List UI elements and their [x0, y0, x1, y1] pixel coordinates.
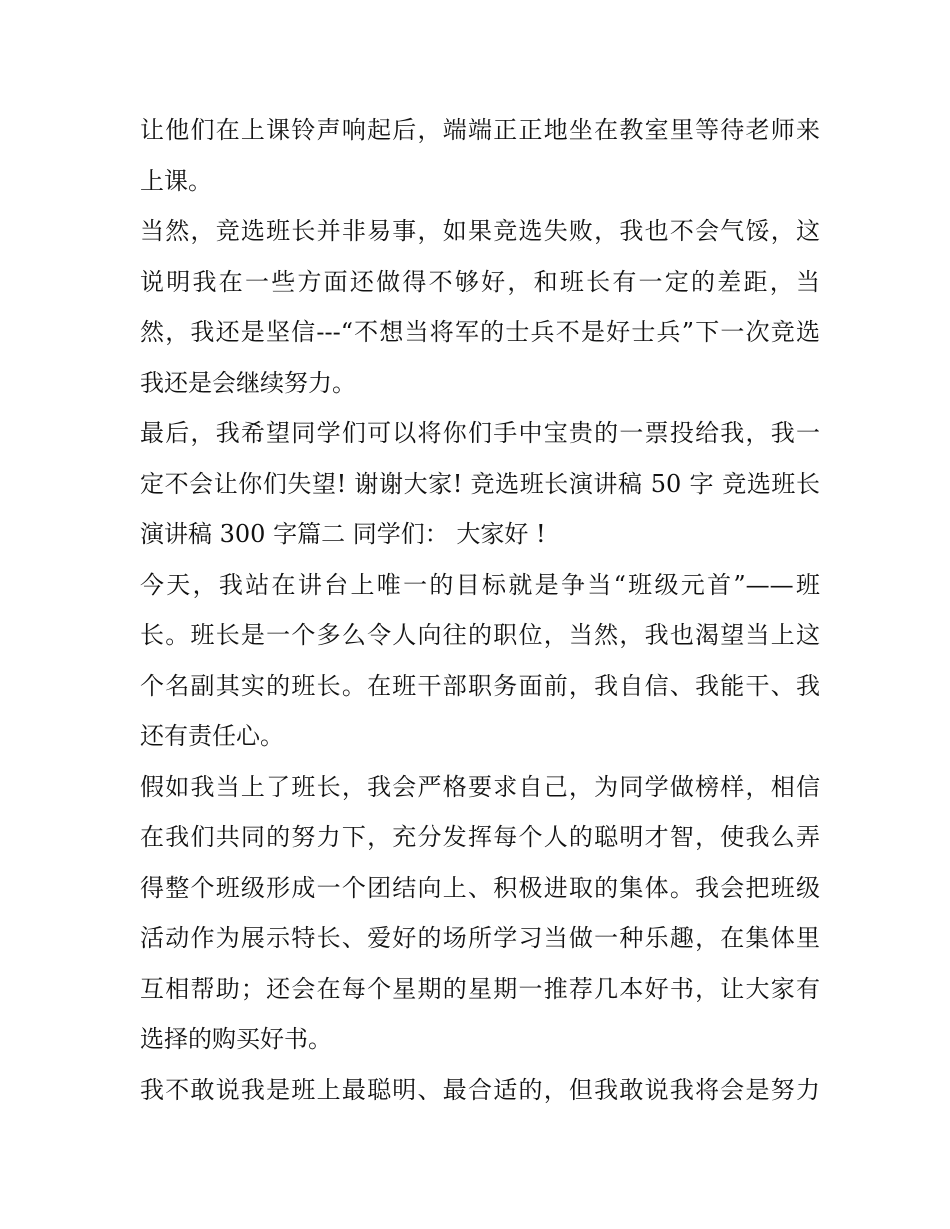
text-line: 我还是会继续努力。: [140, 368, 356, 397]
text-line: 个名副其实的班长。在班干部职务面前，我自信、我能干、我: [140, 671, 820, 700]
text-line: 上课。: [140, 166, 212, 195]
text-line: 得整个班级形成一个团结向上、积极进取的集体。我会把班级: [140, 873, 820, 902]
text-line: 最后，我希望同学们可以将你们手中宝贵的一票投给我，我一: [140, 419, 820, 447]
body-text: [140, 105, 820, 1115]
text-line: 选择的购买好书。: [140, 1025, 332, 1053]
text-line: 今天，我站在讲台上唯一的目标就是争当“班级元首”——班: [140, 570, 820, 599]
text-line: 说明我在一些方面还做得不够好，和班长有一定的差距，当: [140, 267, 820, 296]
text-line: 互相帮助；还会在每个星期的星期一推荐几本好书，让大家有: [140, 974, 820, 1003]
text-line: 演讲稿 300 字篇二 同学们： 大家好 !: [140, 520, 546, 548]
text-line: 还有责任心。: [140, 722, 284, 750]
text-line: 假如我当上了班长，我会严格要求自己，为同学做榜样，相信: [140, 772, 820, 801]
text-line: 让他们在上课铃声响起后，端端正正地坐在教室里等待老师来: [140, 116, 820, 144]
text-line: 当然，竞选班长并非易事，如果竞选失败，我也不会气馁，这: [140, 217, 820, 245]
text-line: 长。班长是一个多么令人向往的职位，当然，我也渴望当上这: [140, 621, 820, 649]
text-line: 我不敢说我是班上最聪明、最合适的，但我敢说我将会是努力: [140, 1075, 820, 1104]
text-line: 然，我还是坚信---“不想当将军的士兵不是好士兵”下一次竞选: [140, 318, 820, 346]
text-line: 活动作为展示特长、爱好的场所学习当做一种乐趣，在集体里: [140, 924, 820, 952]
text-line: 定不会让你们失望! 谢谢大家! 竞选班长演讲稿 50 字 竞选班长: [140, 469, 820, 498]
text-line: 在我们共同的努力下，充分发挥每个人的聪明才智，使我么弄: [140, 823, 820, 851]
